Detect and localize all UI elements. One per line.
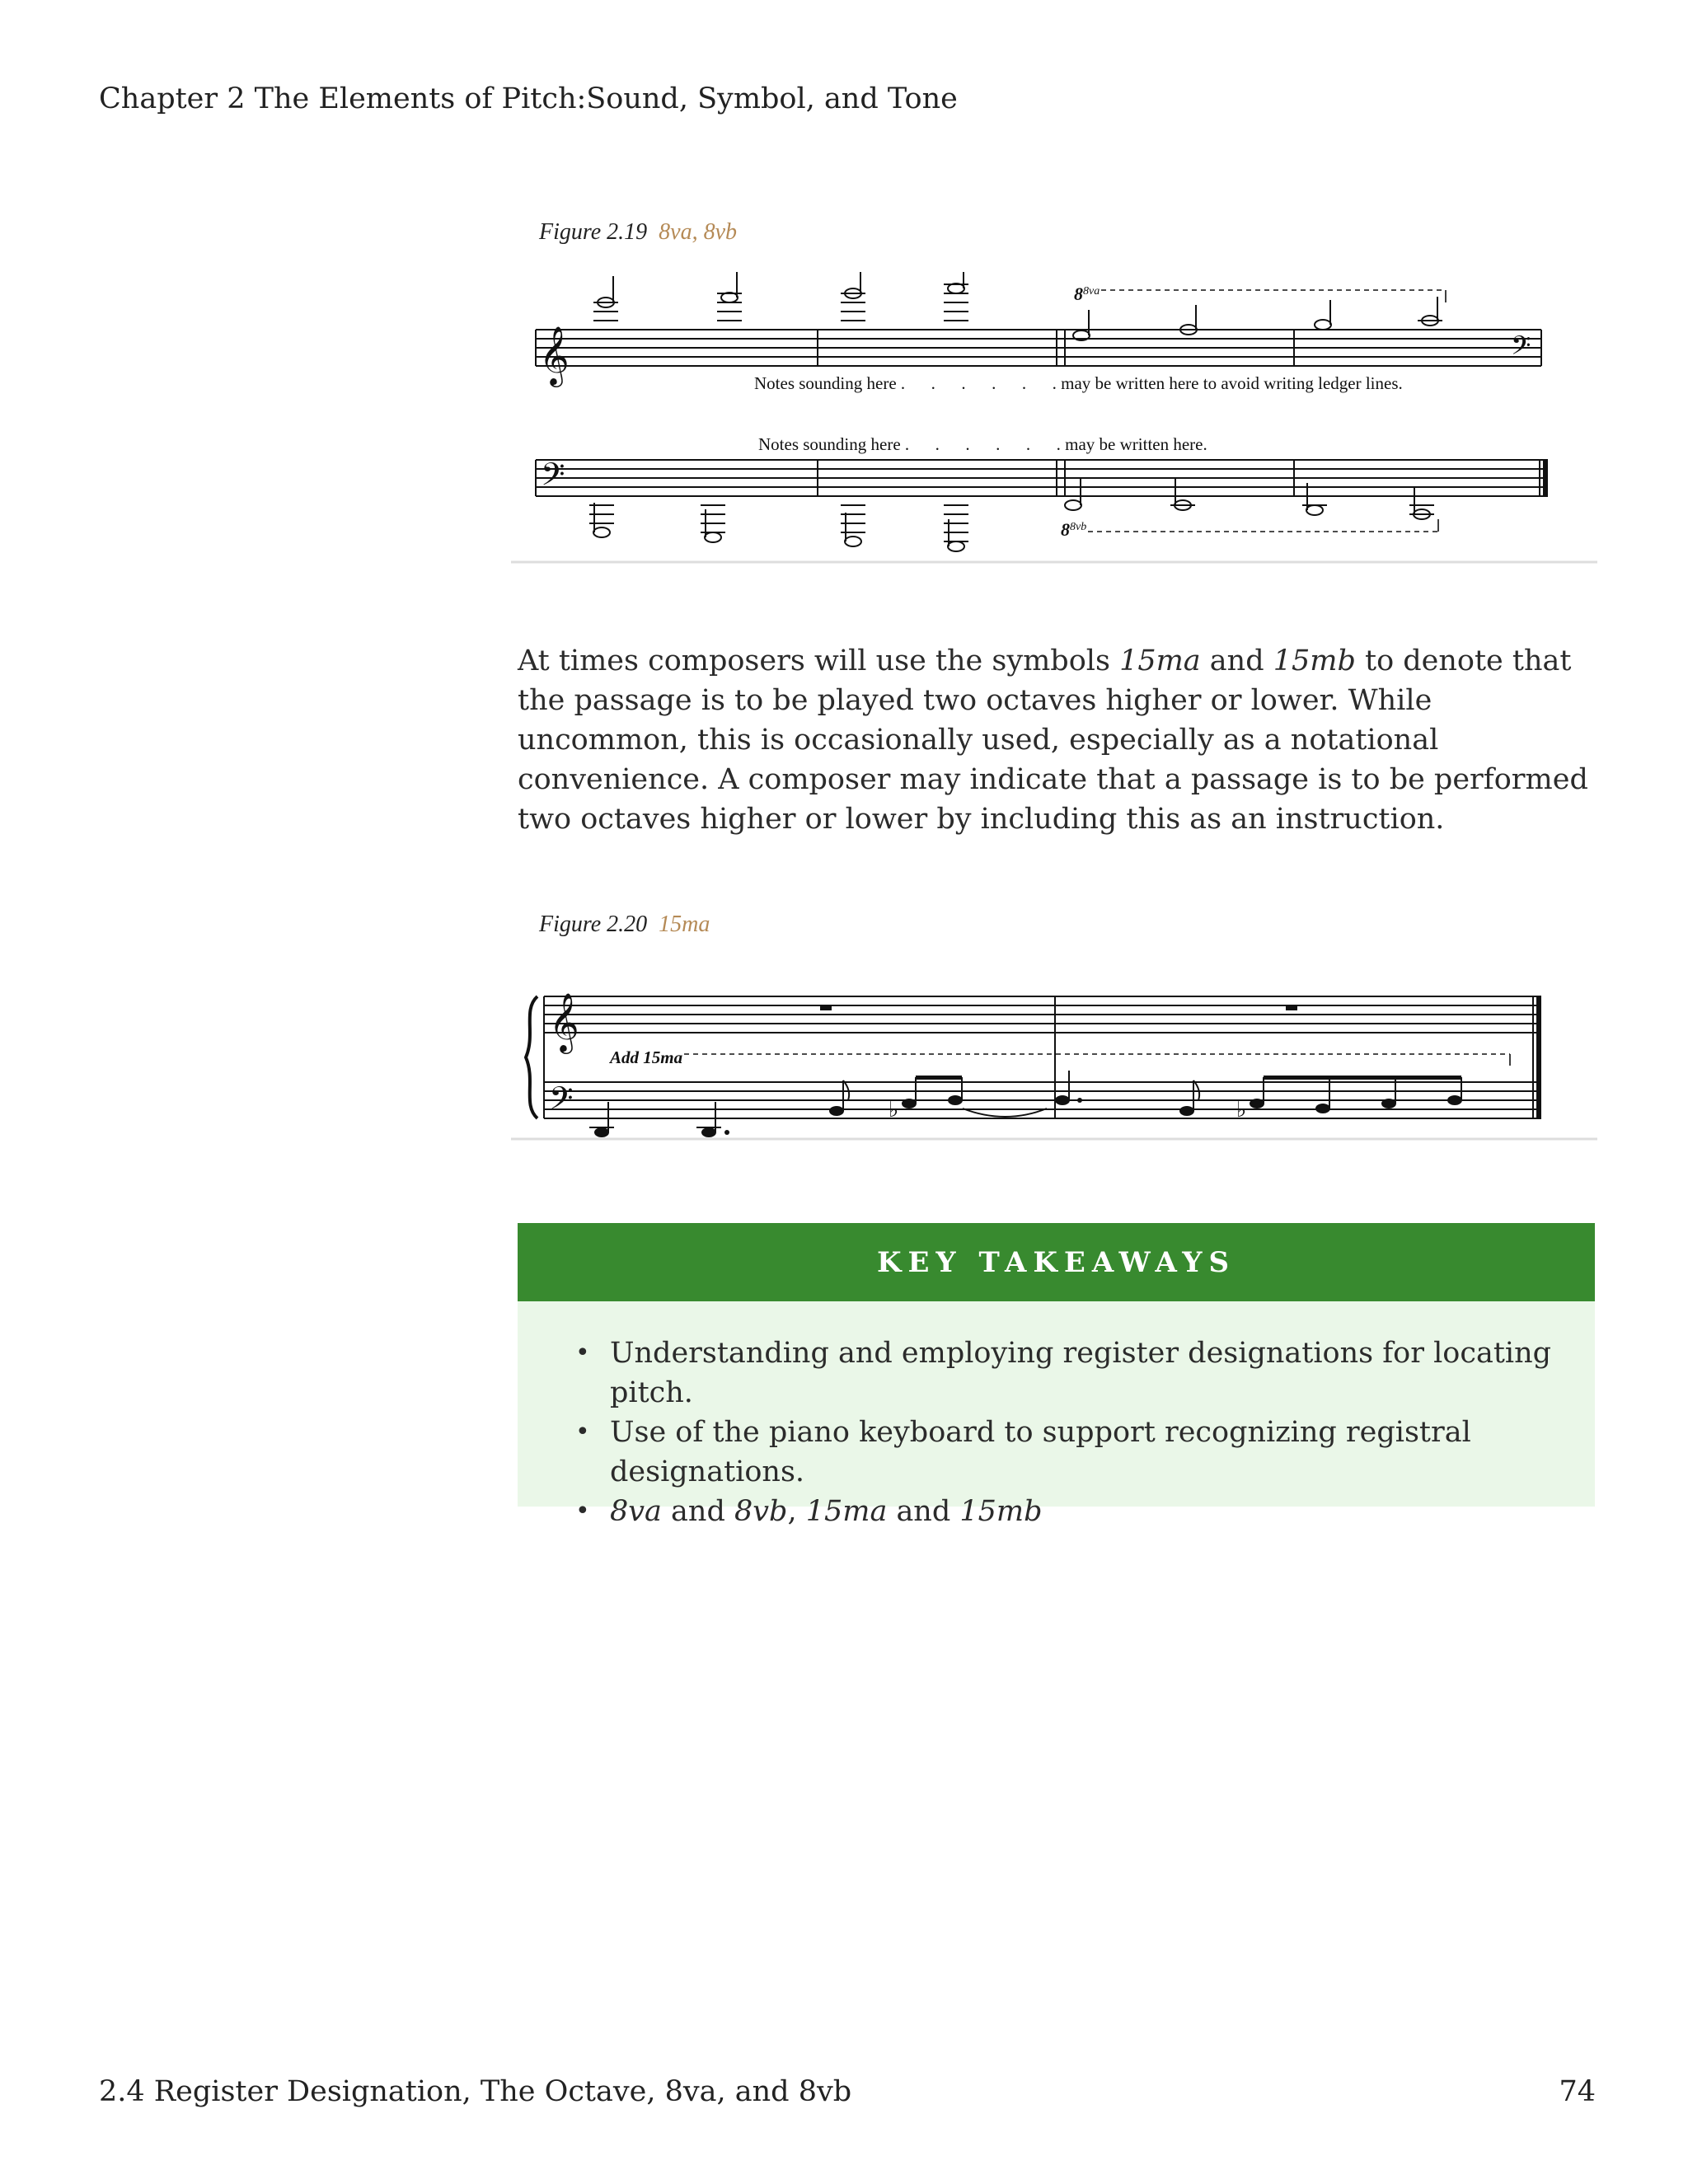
grand-staff-brace <box>526 996 537 1118</box>
bass-clef-change: 𝄢 <box>1511 330 1531 367</box>
symbol-15ma: 15ma <box>1119 644 1201 677</box>
figure-label: Figure 2.20 <box>539 912 648 937</box>
whole-rest <box>820 1005 832 1010</box>
ledger-note <box>717 272 742 321</box>
figure-title: 15ma <box>659 912 710 937</box>
svg-text:♭: ♭ <box>1236 1098 1247 1122</box>
ledger-note <box>944 505 968 551</box>
page-number: 74 <box>1559 2075 1596 2108</box>
running-head: Chapter 2 The Elements of Pitch:Sound, Symbol, and Tone <box>99 82 958 115</box>
bass-clef: 𝄢 <box>549 1080 574 1124</box>
8va-mark: $8^{8va}$ <box>1074 284 1100 304</box>
footer-section-title: 2.4 Register Designation, The Octave, 8va, and 8vb <box>99 2075 852 2108</box>
ledger-note <box>701 505 725 542</box>
key-takeaways-box <box>518 1223 1595 1528</box>
written-note <box>1073 310 1090 340</box>
key-takeaways-heading: KEY TAKEAWAYS <box>518 1223 1595 1301</box>
treble-clef: 𝄞 <box>549 991 579 1052</box>
figure-label: Figure 2.19 <box>539 219 648 245</box>
eighth-note <box>829 1080 849 1116</box>
figure-2-20-score <box>511 960 1599 1166</box>
svg-text:♭: ♭ <box>889 1098 899 1122</box>
symbol-15mb: 15mb <box>1273 644 1356 677</box>
body-paragraph: At times composers will use the symbols 15ma and 15mb to denote that the passage is to be played two octaves higher or lower. While uncommon, this is occasionally used, especially as a notational convenience. A composer may indicate that a passage is to be performed two octaves higher or lower by including this as an instruction. <box>518 644 1588 836</box>
whole-rest <box>1286 1005 1297 1010</box>
treble-clef: 𝄞 <box>539 325 570 385</box>
ledger-note <box>944 272 968 321</box>
written-note <box>1409 488 1434 519</box>
list-item: • Use of the piano keyboard to support recognizing registral designations. <box>575 1413 1595 1492</box>
takeaways-list <box>575 1333 1595 1531</box>
ledger-note <box>593 276 618 321</box>
add-15ma-instruction: Add 15ma <box>610 1047 683 1067</box>
8vb-mark: $8^{8vb}$ <box>1061 519 1087 540</box>
eighth-note-beamed-group <box>1250 1076 1462 1113</box>
bass-clef: 𝄢 <box>541 456 565 500</box>
written-note <box>1065 478 1081 510</box>
list-item: • 8va and 8vb, 15ma and 15mb <box>575 1492 1595 1531</box>
figure-2-19-score <box>511 272 1599 569</box>
quarter-note <box>589 1102 614 1137</box>
ledger-note <box>841 272 865 321</box>
written-note <box>1170 478 1195 510</box>
figure-title: 8va, 8vb <box>659 219 738 245</box>
dotted-quarter-note <box>696 1102 729 1137</box>
written-note <box>1315 300 1331 330</box>
treble-annotation: Notes sounding here . . . . . . may be written here to avoid writing ledger lines. <box>754 373 1403 393</box>
figure-2-20-caption <box>539 912 710 938</box>
bass-annotation: Notes sounding here . . . . . . may be written here. <box>758 434 1207 454</box>
figure-2-19-caption <box>539 219 737 246</box>
list-item: • Understanding and employing register designations for locating pitch. <box>575 1333 1595 1413</box>
ledger-note <box>841 505 865 546</box>
ledger-note <box>589 503 614 537</box>
written-note <box>1418 297 1442 326</box>
dotted-quarter-note <box>1055 1071 1082 1105</box>
eighth-note <box>1179 1080 1199 1116</box>
